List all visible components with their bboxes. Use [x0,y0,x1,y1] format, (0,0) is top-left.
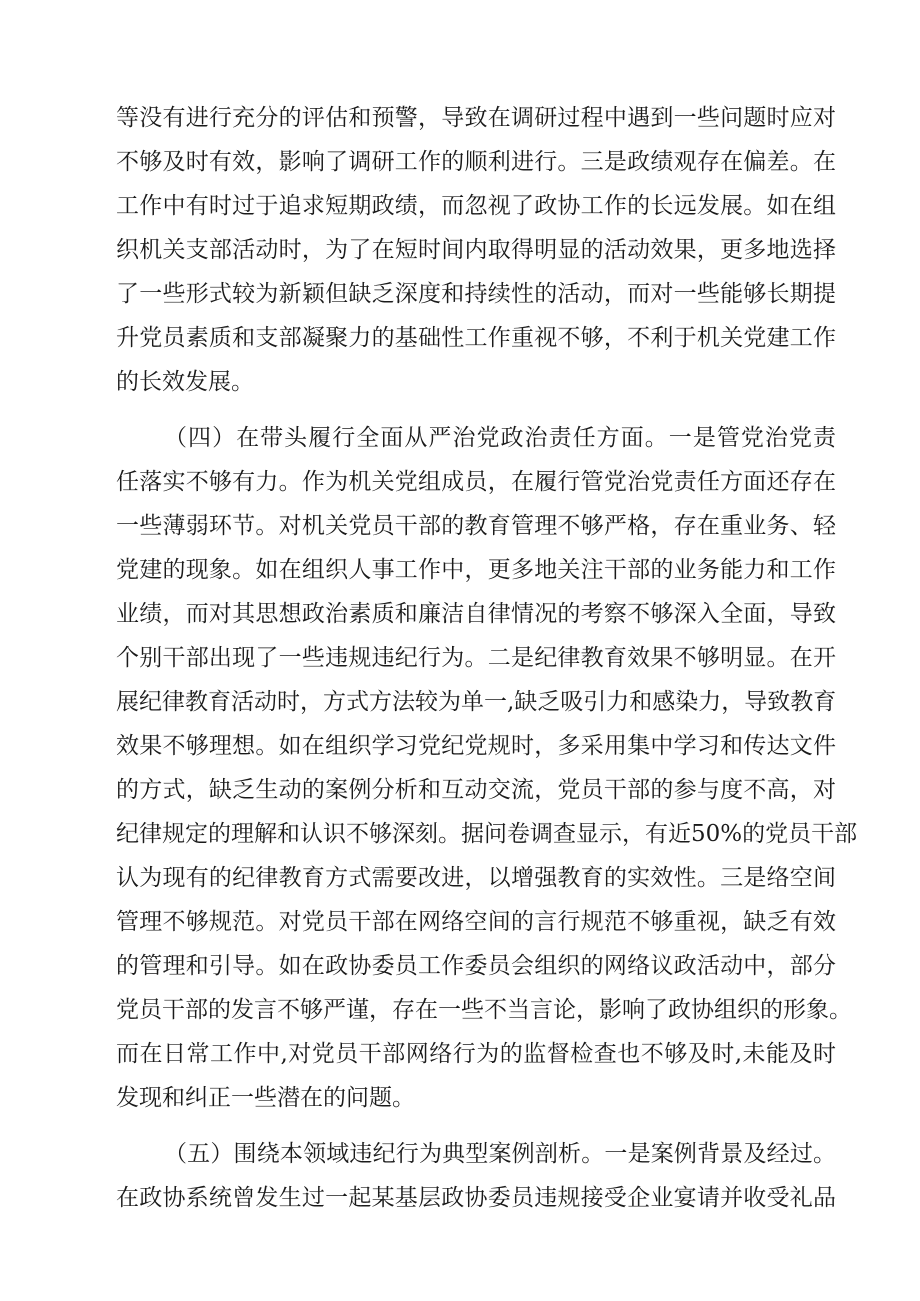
text-line: 等没有进行充分的评估和预警，导致在调研过程中遇到一些问题时应对 [116,105,836,131]
text-line: 的方式，缺乏生动的案例分析和互动交流，党员干部的参与度不高，对 [116,777,836,803]
text-line: 管理不够规范。对党员干部在网络空间的言行规范不够重视，缺乏有效 [116,909,836,935]
text-line: 个别干部出现了一些违规违纪行为。二是纪律教育效果不够明显。在开 [116,645,836,671]
section-heading-line: （四）在带头履行全面从严治党政治责任方面。一是管党治党责 [164,425,836,451]
text-line: 的管理和引导。如在政协委员工作委员会组织的网络议政活动中，部分 [116,953,836,979]
text-line: 业绩，而对其思想政治素质和廉洁自律情况的考察不够深入全面，导致 [116,601,836,627]
text-line: 发现和纠正一些潜在的问题。 [116,1085,415,1111]
text-line: 效果不够理想。如在组织学习党纪党规时，多采用集中学习和传达文件 [116,733,836,759]
text-line: 在政协系统曾发生过一起某基层政协委员违规接受企业宴请并收受礼品 [116,1185,836,1211]
text-line: 织机关支部活动时，为了在短时间内取得明显的活动效果，更多地选择 [116,237,836,263]
text-line: 纪律规定的理解和认识不够深刻。据问卷调查显示，有近50%的党员干部 [116,821,858,847]
section-heading-line: （五）围绕本领域违纪行为典型案例剖析。一是案例背景及经过。 [164,1141,836,1167]
text-line: 认为现有的纪律教育方式需要改进，以增强教育的实效性。三是络空间 [116,865,836,891]
text-line: 了一些形式较为新颖但缺乏深度和持续性的活动，而对一些能够长期提 [116,281,836,307]
text-line: 升党员素质和支部凝聚力的基础性工作重视不够，不利于机关党建工作 [116,325,836,351]
text-line: 党员干部的发言不够严谨，存在一些不当言论，影响了政协组织的形象。 [116,997,852,1023]
text-line: 任落实不够有力。作为机关党组成员，在履行管党治党责任方面还存在 [116,469,836,495]
text-line: 展纪律教育活动时，方式方法较为单一,缺乏吸引力和感染力，导致教育 [116,689,837,715]
text-line: 而在日常工作中,对党员干部网络行为的监督检查也不够及时,未能及时 [116,1041,836,1067]
text-line: 一些薄弱环节。对机关党员干部的教育管理不够严格，存在重业务、轻 [116,513,836,539]
text-line: 党建的现象。如在组织人事工作中，更多地关注干部的业务能力和工作 [116,557,836,583]
text-line: 不够及时有效，影响了调研工作的顺利进行。三是政绩观存在偏差。在 [116,149,836,175]
text-line: 的长效发展。 [116,369,254,395]
text-line: 工作中有时过于追求短期政绩，而忽视了政协工作的长远发展。如在组 [116,193,836,219]
